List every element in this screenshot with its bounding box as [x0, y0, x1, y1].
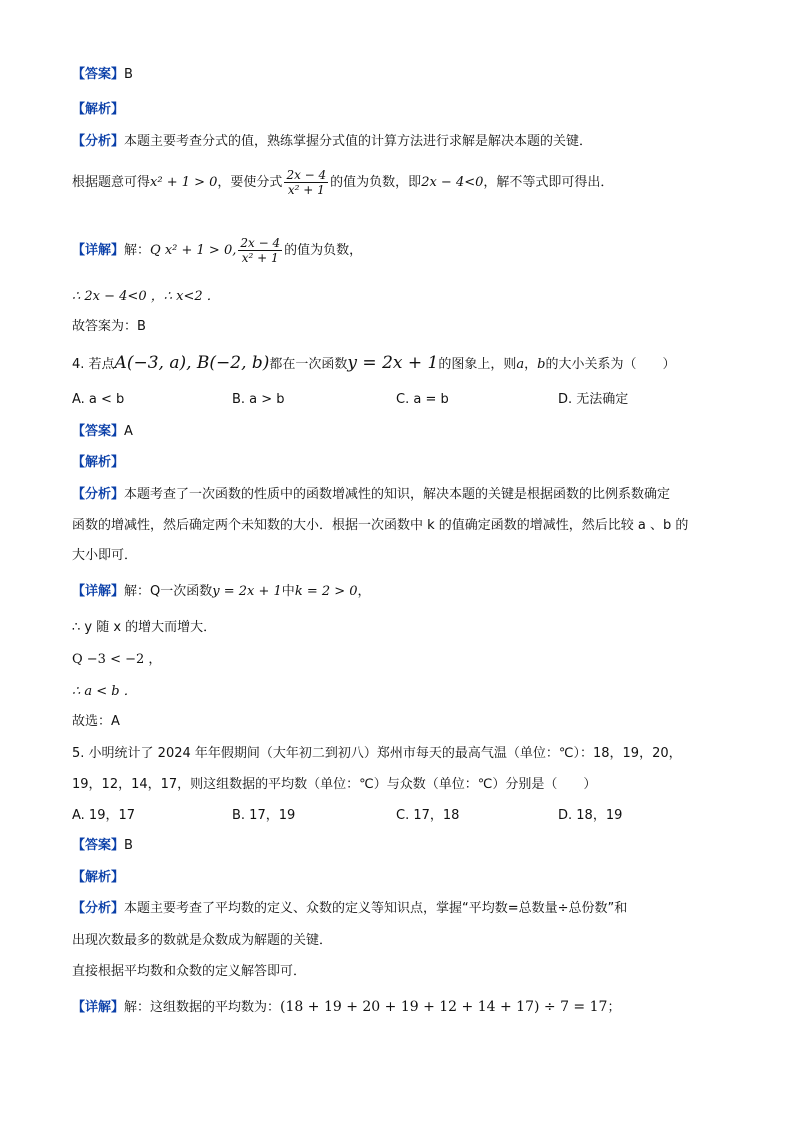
detail-tag: 【详解】 — [72, 243, 125, 258]
q5-detail-line: 【详解】解：这组数据的平均数为：(18 + 19 + 20 + 19 + 12 + 14 + 17) ÷ 7 = 17； — [72, 999, 621, 1015]
q3-conclusion: 故答案为：B — [72, 319, 146, 334]
q4-answer-line: 【答案】A — [72, 424, 133, 439]
q3-answer-line — [72, 66, 133, 84]
q5-option-c: C. 17，18 — [396, 808, 460, 823]
q4-fenxi-line3: 大小即可． — [72, 548, 138, 563]
answer-value: B — [124, 67, 133, 82]
q5-fenxi-line1: 【分析】本题主要考查了平均数的定义、众数的定义等知识点，掌握“平均数=总数量÷总份数”和 — [72, 901, 628, 916]
q3-fenxi-line: 【分析】本题主要考查分式的值，熟练掌握分式值的计算方法进行求解是解决本题的关键． — [72, 134, 593, 149]
q4-analysis-tag: 【解析】 — [72, 455, 125, 470]
q3-therefore-line: ∴ 2x − 4<0 ，∴ x<2 ． — [72, 289, 220, 304]
q4-stem: 4. 若点A(−3, a), B(−2, b)都在一次函数y = 2x + 1的图象上，则a，b的大小关系为（ ） — [72, 353, 676, 373]
q5-option-b: B. 17，19 — [232, 808, 296, 823]
q5-answer-line: 【答案】B — [72, 838, 133, 853]
q4-fenxi-line2: 函数的增减性，然后确定两个未知数的大小．根据一次函数中 k 的值确定函数的增减性，然后比较 a 、b 的 — [72, 518, 689, 533]
q4-option-d: D. 无法确定 — [558, 392, 629, 407]
q4-line3: Q −3 < −2 ， — [72, 652, 162, 667]
q3-detail-line: 【详解】解：Q x² + 1 > 0, $\frac{2x - 4}{\text{x² + 1}}$ 的值为负数， — [72, 236, 363, 265]
fraction: $\frac{2x - 4}{\text{x² + 1}}$ — [240, 236, 281, 265]
q5-analysis-tag: 【解析】 — [72, 870, 125, 885]
q5-stem-line1: 5. 小明统计了 2024 年年假期间（大年初二到初八）郑州市每天的最高气温（单位：℃）：18，19，20， — [72, 746, 682, 761]
q5-stem-line2: 19，12，14，17，则这组数据的平均数（单位：℃）与众数（单位：℃）分别是（ ） — [72, 777, 597, 792]
q5-fenxi-line3: 直接根据平均数和众数的定义解答即可． — [72, 964, 307, 979]
q4-conclusion: 故选：A — [72, 714, 120, 729]
q4-option-c: C. a = b — [396, 392, 449, 407]
q4-detail-line: 【详解】解：Q一次函数y = 2x + 1中k = 2 > 0， — [72, 584, 371, 599]
q3-analysis-tag: 【解析】 — [72, 102, 125, 117]
answer-tag: 【答案】 — [72, 67, 125, 82]
q4-fenxi-line1: 【分析】本题考查了一次函数的性质中的函数增减性的知识，解决本题的关键是根据函数的比例系数确定 — [72, 487, 671, 502]
q4-option-b: B. a > b — [232, 392, 285, 407]
q4-line4: ∴ a < b ． — [72, 684, 137, 699]
fenxi-tag: 【分析】 — [72, 134, 125, 149]
fraction: $\frac{2x - 4}{\text{x² + 1}}$ — [286, 168, 327, 197]
q5-fenxi-line2: 出现次数最多的数就是众数成为解题的关键． — [72, 933, 333, 948]
q5-option-a: A. 19，17 — [72, 808, 136, 823]
q5-option-d: D. 18，19 — [558, 808, 623, 823]
q3-reasoning-line: 根据题意可得x² + 1 > 0，要使分式 $\frac{2x - 4}{\text{x² + 1}}$ 的值为负数，即2x − 4<0，解不等式即可得出． — [72, 168, 614, 197]
q4-option-a: A. a < b — [72, 392, 125, 407]
q4-line2: ∴ y 随 x 的增大而增大． — [72, 620, 217, 635]
